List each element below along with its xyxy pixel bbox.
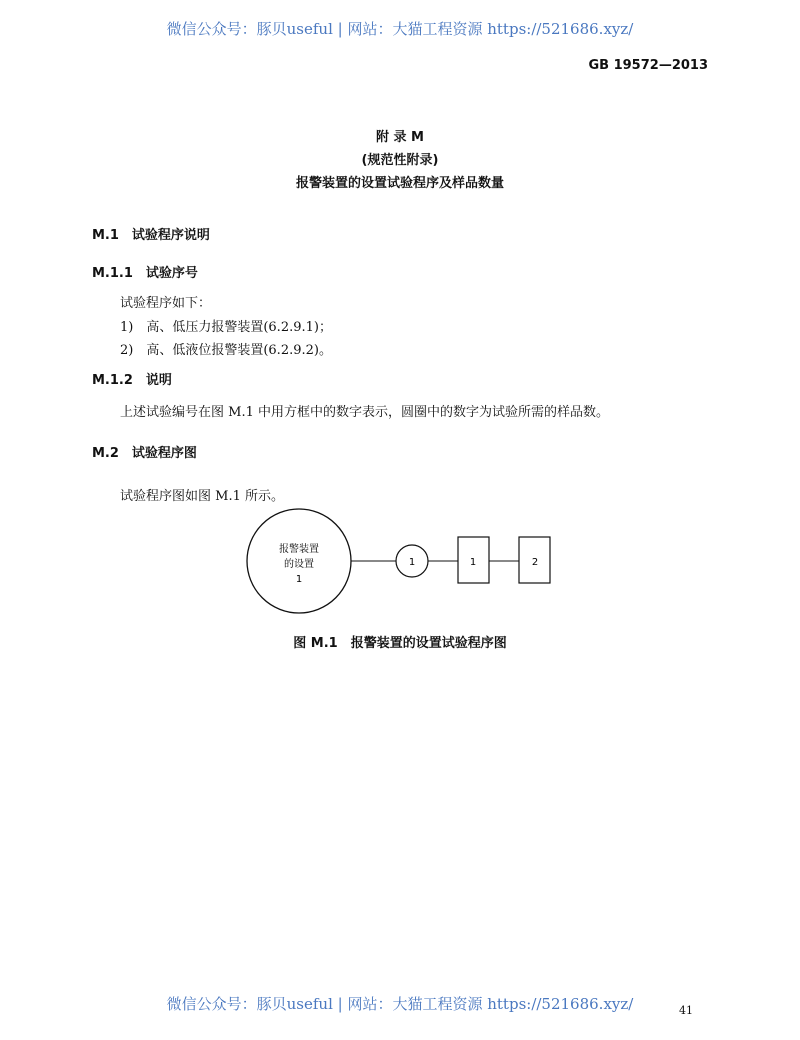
test-number: 1 [469,557,477,568]
list-item: 1) 高、低压力报警装置(6.2.9.1)； [120,320,332,335]
circle-label: 的设置 [284,559,314,570]
appendix-subtitle: 报警装置的设置试验程序及样品数量 [295,176,504,191]
circle-label: 1 [295,574,303,585]
body-text: 试验程序如下： [120,296,212,311]
heading-m2: M.2 试验程序图 [92,446,197,461]
page-number: 41 [679,1004,693,1017]
appendix-title: 附 录 M [376,130,424,145]
circle-label: 报警装置 [279,544,319,555]
figure-caption: 图 M.1 报警装置的设置试验程序图 [293,636,507,651]
list-item: 2) 高、低液位报警装置(6.2.9.2)。 [120,343,332,358]
heading-m1: M.1 试验程序说明 [92,228,210,243]
appendix-type: (规范性附录) [361,153,439,168]
body-text: 上述试验编号在图 M.1 中用方框中的数字表示，圆圈中的数字为试验所需的样品数。 [120,405,609,420]
standard-number: GB 19572—2013 [588,58,708,73]
heading-m11: M.1.1 试验序号 [92,266,198,281]
watermark-top: 微信公众号：豚贝useful | 网站：大猫工程资源 https://521686.xyz/ [166,20,634,38]
test-number: 2 [531,557,539,568]
heading-m12: M.1.2 说明 [92,373,172,388]
body-text: 试验程序图如图 M.1 所示。 [120,489,284,504]
sample-count: 1 [408,557,416,568]
watermark-bottom: 微信公众号：豚贝useful | 网站：大猫工程资源 https://521686.xyz/ [166,995,634,1013]
